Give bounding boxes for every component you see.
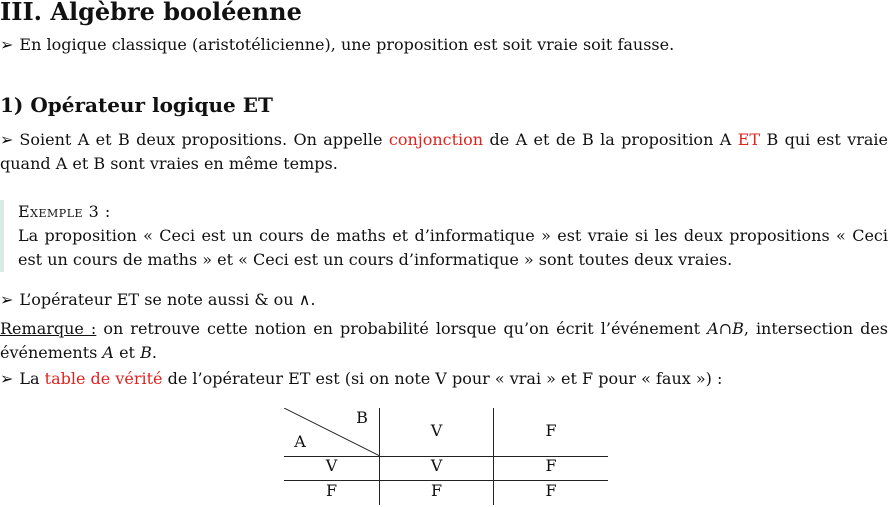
example-title: Exemple 3 : <box>18 202 111 221</box>
section-title: III. Algèbre booléenne <box>0 0 302 26</box>
example-body: La proposition « Ceci est un cours de maths et d’informatique » est vraie si les deux propositions « Ceci est un cours de maths » et « Ceci est un cours d’informatique » sont toutes deux vraies. <box>18 226 888 269</box>
remark-text-4: . <box>151 343 157 362</box>
table-cell: V <box>430 456 443 475</box>
arrow-bullet-icon: ➢ <box>0 290 14 309</box>
row-label: V <box>325 456 338 475</box>
remark-math-a: A <box>102 343 114 362</box>
definition-text-3: B qui est vraie quand A et B sont vraies en même temps. <box>0 130 889 173</box>
truth-intro-term: table de vérité <box>44 369 163 388</box>
arrow-bullet-icon: ➢ <box>0 35 14 54</box>
remark-math-intersection: A∩B <box>707 319 744 338</box>
col-header: V <box>430 421 443 440</box>
subsection-title: 1) Opérateur logique ET <box>0 93 273 117</box>
remark-math-b: B <box>140 343 152 362</box>
truth-table-intro <box>0 367 888 391</box>
remark-label: Remarque : <box>0 319 97 338</box>
intro-paragraph <box>0 33 888 57</box>
definition-term: conjonction <box>388 130 484 149</box>
table-cell: F <box>545 456 557 475</box>
definition-text-2: de A et de B la proposition A <box>483 130 738 149</box>
remark-paragraph <box>0 317 888 365</box>
definition-operator: ET <box>737 130 761 149</box>
truth-table <box>284 408 608 505</box>
intro-text: En logique classique (aristotélicienne), une proposition est soit vraie soit fausse. <box>19 35 675 54</box>
col-header: F <box>545 421 557 440</box>
definition-paragraph <box>0 128 888 176</box>
remark-text-2: , intersection des événements <box>0 319 888 362</box>
table-cell: F <box>430 481 443 500</box>
row-label: F <box>325 481 338 500</box>
remark-text-1: on retrouve cette notion en probabilité lorsque qu’on écrit l’événement <box>96 319 708 338</box>
corner-col-label: B <box>356 408 368 427</box>
example-block <box>0 200 888 272</box>
truth-intro-text-1: La <box>19 369 45 388</box>
notation-paragraph <box>0 288 888 312</box>
arrow-bullet-icon: ➢ <box>0 130 14 149</box>
notation-text: L’opérateur ET se note aussi & ou ∧. <box>19 290 316 309</box>
corner-row-label: A <box>294 432 306 451</box>
arrow-bullet-icon: ➢ <box>0 369 14 388</box>
truth-intro-text-2: de l’opérateur ET est (si on note V pour « vrai » et F pour « faux ») : <box>162 369 723 388</box>
table-cell: F <box>545 481 557 500</box>
definition-text-1: Soient A et B deux propositions. On appelle <box>19 130 389 149</box>
remark-text-3: et <box>113 343 141 362</box>
